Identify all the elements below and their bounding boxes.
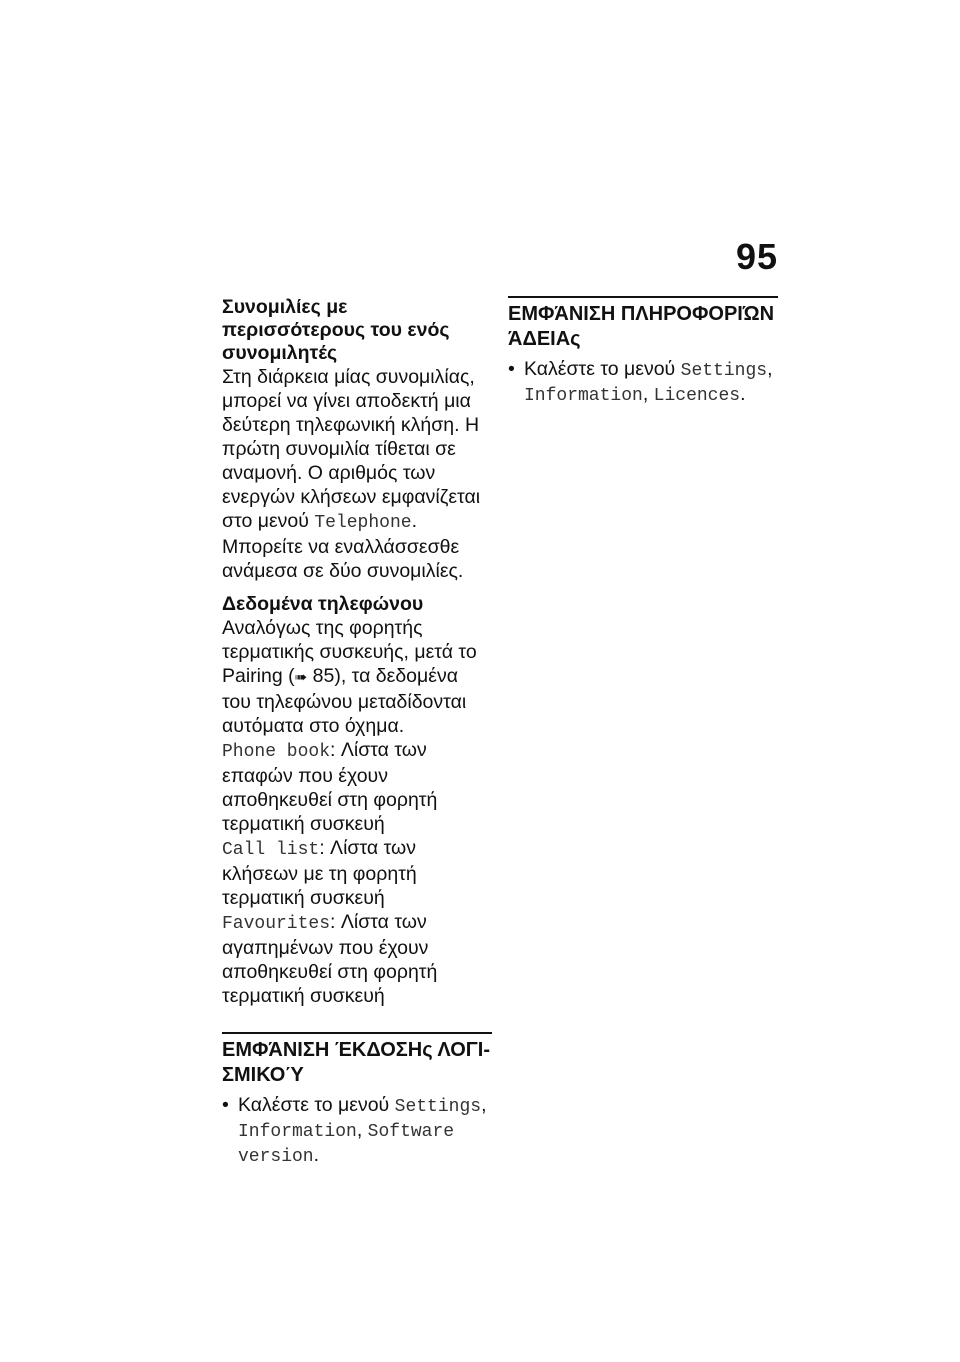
bullet-dot-icon: • (222, 1094, 229, 1116)
left-column (222, 296, 492, 1169)
definition-phone-book: Phone book: Λίστα των επαφών που έχουν αποθηκευθεί στη φορητή τερματική συσκευή (222, 739, 438, 835)
section-licences-title: ΕΜΦΆΝΙΣΗ ΠΛΗΡΟΦΟΡΙΏΝ ΆΔΕΙΑς (508, 303, 775, 350)
right-column (508, 296, 778, 408)
arrow-right-icon: ➠ (294, 669, 308, 686)
section-software-version-title: ΕΜΦΆΝΙΣΗ ΈΚΔΟΣΗς ΛΟΓΙ- ΣΜΙΚΟΎ (222, 1039, 491, 1086)
definition-call-list: Call list: Λίστα των κλήσεων με τη φορητή τερματική συσκευή (222, 837, 417, 909)
section-divider (508, 296, 778, 298)
menu-telephone: Telephone (314, 513, 412, 533)
section-conference-title: Συνομιλίες με περισσότερους του ενός συνομιλητές (222, 296, 450, 364)
section-phone-data-title: Δεδομένα τηλεφώνου (222, 593, 424, 615)
software-version-instruction: • Καλέστε το μενού Settings, Information, Software version. (222, 1094, 487, 1167)
page-number: 95 (735, 236, 778, 277)
section-divider (222, 1032, 492, 1034)
page-reference: 85 (312, 665, 335, 687)
section-phone-data-text: Αναλόγως της φορητής τερματικής συσκευής, μετά το Pairing (➠ 85), τα δεδομένα του τηλεφώνου μεταδίδονται αυτόματα στο όχημα. (222, 617, 477, 737)
section-conference-text: Στη διάρκεια μίας συνομιλίας, μπορεί να γίνει αποδεκτή μια δεύτερη τηλεφωνική κλήση. Η πρώτη συνομιλία τίθεται σε αναμονή. Ο αριθμός των ενεργών κλήσεων εμφανίζεται στο μενού Telephone. Μπορείτε να εναλλάσσεσθε ανάμεσα σε δύο συνομιλίες. (222, 366, 481, 582)
licences-instruction: • Καλέστε το μενού Settings, Information, Licences. (508, 358, 773, 406)
bullet-dot-icon: • (508, 358, 515, 380)
definition-favourites: Favourites: Λίστα των αγαπημένων που έχουν αποθηκευθεί στη φορητή τερματική συσκευή (222, 911, 438, 1007)
